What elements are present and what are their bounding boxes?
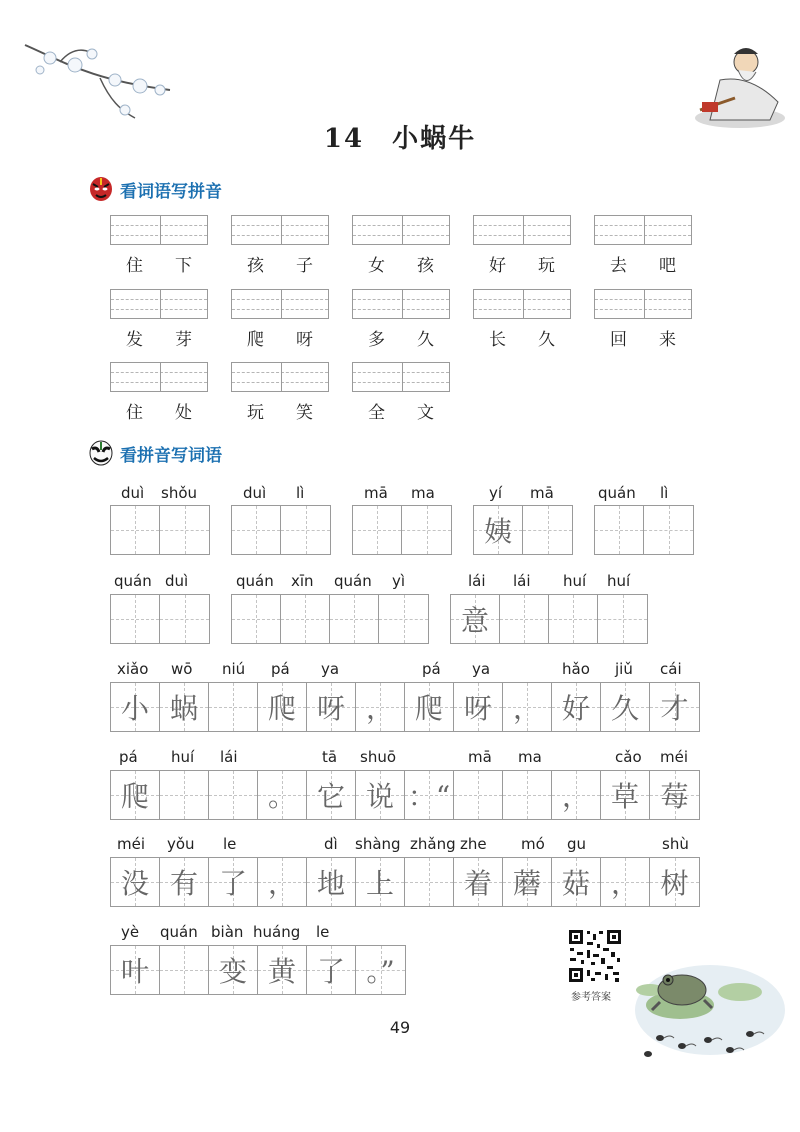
writing-cell[interactable] bbox=[160, 946, 209, 994]
cell-char: 了 bbox=[316, 955, 345, 988]
writing-cell[interactable] bbox=[160, 683, 209, 731]
vocabulary-char: 呀 bbox=[296, 330, 313, 350]
cell-char: 久 bbox=[610, 692, 639, 725]
writing-cell[interactable] bbox=[209, 683, 258, 731]
writing-cell[interactable] bbox=[650, 683, 699, 731]
cell-char: ， bbox=[610, 867, 639, 900]
pinyin-label: tā bbox=[322, 748, 338, 766]
vocabulary-char: 来 bbox=[659, 330, 676, 350]
pinyin-label: huí bbox=[171, 748, 195, 766]
pinyin-label: cǎo bbox=[615, 748, 642, 766]
cell-char: 有 bbox=[169, 867, 198, 900]
writing-cell[interactable] bbox=[307, 771, 356, 819]
writing-cell[interactable] bbox=[552, 683, 601, 731]
writing-cell[interactable] bbox=[552, 858, 601, 906]
pinyin-label: xīn bbox=[291, 572, 314, 590]
writing-cell[interactable] bbox=[503, 771, 552, 819]
pinyin-label: mó bbox=[521, 835, 545, 853]
writing-cell[interactable] bbox=[209, 771, 258, 819]
writing-cell[interactable] bbox=[160, 595, 209, 643]
cell-char: 草 bbox=[610, 780, 639, 813]
cell-char: 。” bbox=[366, 955, 395, 988]
vocabulary-word bbox=[231, 398, 329, 423]
character-grid[interactable] bbox=[231, 594, 429, 644]
writing-cell[interactable] bbox=[650, 771, 699, 819]
pinyin-label: yè bbox=[121, 923, 140, 941]
pinyin-writing-box[interactable] bbox=[473, 289, 571, 319]
vocabulary-word bbox=[473, 325, 571, 350]
pinyin-writing-box[interactable] bbox=[231, 215, 329, 245]
writing-cell[interactable] bbox=[552, 771, 601, 819]
writing-cell[interactable] bbox=[160, 771, 209, 819]
pinyin-label: lái bbox=[468, 572, 486, 590]
pinyin-writing-box[interactable] bbox=[352, 215, 450, 245]
writing-cell[interactable] bbox=[644, 506, 693, 554]
writing-cell[interactable] bbox=[209, 946, 258, 994]
pinyin-label: duì bbox=[243, 484, 267, 502]
pinyin-writing-box[interactable] bbox=[110, 289, 208, 319]
writing-cell[interactable] bbox=[356, 946, 405, 994]
lesson-title bbox=[0, 118, 800, 155]
writing-cell[interactable] bbox=[160, 506, 209, 554]
character-grid[interactable] bbox=[110, 945, 406, 995]
cell-char: ， bbox=[267, 867, 296, 900]
writing-cell[interactable] bbox=[356, 771, 405, 819]
character-grid[interactable] bbox=[352, 505, 452, 555]
writing-cell[interactable] bbox=[281, 506, 330, 554]
pinyin-label: cái bbox=[660, 660, 682, 678]
vocabulary-char: 吧 bbox=[659, 256, 676, 276]
writing-cell[interactable] bbox=[503, 858, 552, 906]
writing-cell[interactable] bbox=[281, 595, 330, 643]
vocabulary-char: 孩 bbox=[247, 256, 264, 276]
pinyin-label: shuō bbox=[360, 748, 397, 766]
writing-cell[interactable] bbox=[523, 506, 572, 554]
character-grid[interactable] bbox=[110, 770, 700, 820]
writing-cell[interactable] bbox=[451, 595, 500, 643]
vocabulary-char: 笑 bbox=[296, 403, 313, 423]
section-heading-text: 看词语写拼音 bbox=[120, 181, 222, 202]
pinyin-label: le bbox=[316, 923, 330, 941]
cell-char: ， bbox=[561, 780, 590, 813]
pinyin-label: gu bbox=[567, 835, 587, 853]
vocabulary-char: 子 bbox=[296, 256, 313, 276]
opera-mask-black-icon bbox=[88, 440, 114, 466]
pinyin-label: mā bbox=[468, 748, 492, 766]
pinyin-writing-box[interactable] bbox=[231, 289, 329, 319]
pinyin-label: biàn bbox=[211, 923, 244, 941]
pinyin-label: yí bbox=[489, 484, 503, 502]
pinyin-label: duì bbox=[121, 484, 145, 502]
pinyin-label: ya bbox=[472, 660, 491, 678]
writing-cell[interactable] bbox=[549, 595, 598, 643]
writing-cell[interactable] bbox=[111, 771, 160, 819]
vocabulary-word bbox=[352, 398, 450, 423]
cell-char: 着 bbox=[463, 867, 492, 900]
plum-blossom-illustration bbox=[20, 40, 190, 130]
opera-mask-red-icon bbox=[88, 176, 114, 202]
vocabulary-char: 回 bbox=[610, 330, 627, 350]
cell-char: ：“ bbox=[407, 780, 451, 813]
writing-cell[interactable] bbox=[454, 683, 503, 731]
pinyin-label: méi bbox=[117, 835, 146, 853]
cell-char: 蜗 bbox=[169, 692, 198, 725]
writing-cell[interactable] bbox=[111, 506, 160, 554]
writing-cell[interactable] bbox=[598, 595, 647, 643]
pinyin-label: shù bbox=[662, 835, 689, 853]
vocabulary-char: 芽 bbox=[175, 330, 192, 350]
writing-cell[interactable] bbox=[232, 506, 281, 554]
pinyin-label: lái bbox=[220, 748, 238, 766]
pinyin-writing-box[interactable] bbox=[110, 362, 208, 392]
section-heading-write-pinyin bbox=[88, 176, 222, 202]
writing-cell[interactable] bbox=[160, 858, 209, 906]
cell-char: 爬 bbox=[267, 692, 296, 725]
writing-cell[interactable] bbox=[111, 595, 160, 643]
cell-char: 才 bbox=[660, 692, 689, 725]
page-number: 49 bbox=[389, 1018, 411, 1037]
cell-char: ， bbox=[512, 692, 541, 725]
pinyin-label: quán bbox=[598, 484, 636, 502]
vocabulary-char: 女 bbox=[368, 256, 385, 276]
vocabulary-word bbox=[110, 398, 208, 423]
writing-cell[interactable] bbox=[258, 771, 307, 819]
cell-char: 莓 bbox=[660, 780, 689, 813]
writing-cell[interactable] bbox=[601, 858, 650, 906]
vocabulary-char: 文 bbox=[417, 403, 434, 423]
vocabulary-word bbox=[352, 325, 450, 350]
vocabulary-char: 久 bbox=[417, 330, 434, 350]
pinyin-label: quán bbox=[160, 923, 198, 941]
vocabulary-char: 处 bbox=[175, 403, 192, 423]
pinyin-label: yì bbox=[392, 572, 406, 590]
cell-char: ， bbox=[365, 692, 394, 725]
writing-cell[interactable] bbox=[111, 683, 160, 731]
writing-cell[interactable] bbox=[601, 683, 650, 731]
character-grid[interactable] bbox=[231, 505, 331, 555]
pinyin-label: pá bbox=[422, 660, 441, 678]
lesson-name: 小蜗牛 bbox=[392, 124, 477, 154]
writing-cell[interactable] bbox=[209, 858, 258, 906]
writing-cell[interactable] bbox=[307, 858, 356, 906]
vocabulary-word bbox=[110, 325, 208, 350]
pinyin-label: lì bbox=[296, 484, 305, 502]
pinyin-label: quán bbox=[334, 572, 372, 590]
writing-cell[interactable] bbox=[454, 858, 503, 906]
writing-cell[interactable] bbox=[111, 946, 160, 994]
pinyin-label: yǒu bbox=[167, 835, 195, 853]
vocabulary-word bbox=[110, 251, 208, 276]
pinyin-label: niú bbox=[222, 660, 246, 678]
vocabulary-word bbox=[231, 325, 329, 350]
pinyin-writing-box[interactable] bbox=[231, 362, 329, 392]
writing-cell[interactable] bbox=[258, 946, 307, 994]
cell-char: 好 bbox=[561, 692, 590, 725]
pinyin-label: mā bbox=[364, 484, 388, 502]
pinyin-label: mā bbox=[530, 484, 554, 502]
cell-char: 叶 bbox=[120, 955, 149, 988]
pinyin-label: shǒu bbox=[161, 484, 198, 502]
pinyin-label: le bbox=[223, 835, 237, 853]
pinyin-label: lì bbox=[660, 484, 669, 502]
pinyin-label: xiǎo bbox=[117, 660, 149, 678]
writing-cell[interactable] bbox=[353, 506, 402, 554]
pinyin-writing-box[interactable] bbox=[594, 215, 692, 245]
cell-char: 说 bbox=[365, 780, 394, 813]
frog-pond-illustration bbox=[620, 950, 790, 1070]
writing-cell[interactable] bbox=[601, 771, 650, 819]
vocabulary-char: 去 bbox=[610, 256, 627, 276]
pinyin-label: hǎo bbox=[562, 660, 590, 678]
qr-code-label: 参考答案 bbox=[571, 992, 611, 1003]
section-heading-text: 看拼音写词语 bbox=[120, 445, 222, 466]
cell-char: 地 bbox=[316, 867, 345, 900]
writing-cell[interactable] bbox=[258, 858, 307, 906]
cell-char: 上 bbox=[365, 867, 394, 900]
writing-cell[interactable] bbox=[503, 683, 552, 731]
writing-cell[interactable] bbox=[356, 858, 405, 906]
pinyin-label: zhǎng bbox=[410, 835, 456, 853]
cell-char: 呀 bbox=[463, 692, 492, 725]
cell-char: 爬 bbox=[120, 780, 149, 813]
character-grid[interactable] bbox=[110, 594, 210, 644]
pinyin-label: pá bbox=[119, 748, 138, 766]
vocabulary-char: 孩 bbox=[417, 256, 434, 276]
writing-cell[interactable] bbox=[330, 595, 379, 643]
writing-cell[interactable] bbox=[307, 683, 356, 731]
writing-cell[interactable] bbox=[500, 595, 549, 643]
writing-cell[interactable] bbox=[232, 595, 281, 643]
writing-cell[interactable] bbox=[650, 858, 699, 906]
cell-char: 变 bbox=[218, 955, 247, 988]
vocabulary-char: 长 bbox=[489, 330, 506, 350]
pinyin-label: pá bbox=[271, 660, 290, 678]
character-grid[interactable] bbox=[110, 857, 700, 907]
pinyin-label: quán bbox=[114, 572, 152, 590]
character-grid[interactable] bbox=[450, 594, 648, 644]
lesson-number: 14 bbox=[323, 124, 365, 154]
vocabulary-char: 爬 bbox=[247, 330, 264, 350]
cell-char: 小 bbox=[120, 692, 149, 725]
pinyin-writing-box[interactable] bbox=[352, 362, 450, 392]
writing-cell[interactable] bbox=[405, 683, 454, 731]
writing-cell[interactable] bbox=[307, 946, 356, 994]
pinyin-label: ya bbox=[321, 660, 340, 678]
character-grid[interactable] bbox=[110, 682, 700, 732]
cell-char: 呀 bbox=[316, 692, 345, 725]
pinyin-label: méi bbox=[660, 748, 689, 766]
pinyin-label: dì bbox=[324, 835, 338, 853]
vocabulary-char: 好 bbox=[489, 256, 506, 276]
vocabulary-char: 住 bbox=[126, 256, 143, 276]
pinyin-label: shàng bbox=[355, 835, 401, 853]
vocabulary-word bbox=[594, 251, 692, 276]
writing-cell[interactable] bbox=[454, 771, 503, 819]
cell-char: 。 bbox=[267, 780, 296, 813]
cell-char: 意 bbox=[460, 604, 489, 637]
writing-cell[interactable] bbox=[258, 683, 307, 731]
vocabulary-word bbox=[352, 251, 450, 276]
pinyin-label: wō bbox=[171, 660, 193, 678]
pinyin-label: quán bbox=[236, 572, 274, 590]
section-heading-write-words bbox=[88, 440, 222, 466]
pinyin-label: ma bbox=[518, 748, 542, 766]
vocabulary-char: 玩 bbox=[247, 403, 264, 423]
cell-char: 树 bbox=[660, 867, 689, 900]
pinyin-label: jiǔ bbox=[615, 660, 633, 678]
qr-code[interactable] bbox=[567, 928, 623, 984]
pinyin-label: huí bbox=[563, 572, 587, 590]
vocabulary-char: 多 bbox=[368, 330, 385, 350]
pinyin-label: lái bbox=[513, 572, 531, 590]
writing-cell[interactable] bbox=[402, 506, 451, 554]
pinyin-label: ma bbox=[411, 484, 435, 502]
cell-char: 菇 bbox=[561, 867, 590, 900]
writing-cell[interactable] bbox=[474, 506, 523, 554]
vocabulary-char: 住 bbox=[126, 403, 143, 423]
vocabulary-word bbox=[473, 251, 571, 276]
cell-char: 了 bbox=[218, 867, 247, 900]
pinyin-writing-box[interactable] bbox=[473, 215, 571, 245]
pinyin-writing-box[interactable] bbox=[594, 289, 692, 319]
cell-char: 没 bbox=[120, 867, 149, 900]
writing-cell[interactable] bbox=[111, 858, 160, 906]
vocabulary-word bbox=[594, 325, 692, 350]
character-grid[interactable] bbox=[110, 505, 210, 555]
vocabulary-char: 久 bbox=[538, 330, 555, 350]
pinyin-writing-box[interactable] bbox=[110, 215, 208, 245]
pinyin-label: huí bbox=[607, 572, 631, 590]
pinyin-label: zhe bbox=[460, 835, 487, 853]
pinyin-label: duì bbox=[165, 572, 189, 590]
character-grid[interactable] bbox=[473, 505, 573, 555]
vocabulary-char: 玩 bbox=[538, 256, 555, 276]
vocabulary-word bbox=[231, 251, 329, 276]
writing-cell[interactable] bbox=[379, 595, 428, 643]
writing-cell[interactable] bbox=[595, 506, 644, 554]
cell-char: 蘑 bbox=[512, 867, 541, 900]
cell-char: 黄 bbox=[267, 955, 296, 988]
pinyin-writing-box[interactable] bbox=[352, 289, 450, 319]
vocabulary-char: 下 bbox=[175, 256, 192, 276]
writing-cell[interactable] bbox=[356, 683, 405, 731]
writing-cell[interactable] bbox=[405, 771, 454, 819]
writing-cell[interactable] bbox=[405, 858, 454, 906]
cell-char: 姨 bbox=[483, 515, 512, 548]
pinyin-label: huáng bbox=[253, 923, 301, 941]
vocabulary-char: 发 bbox=[126, 330, 143, 350]
cell-char: 它 bbox=[316, 780, 345, 813]
character-grid[interactable] bbox=[594, 505, 694, 555]
vocabulary-char: 全 bbox=[368, 403, 385, 423]
cell-char: 爬 bbox=[414, 692, 443, 725]
